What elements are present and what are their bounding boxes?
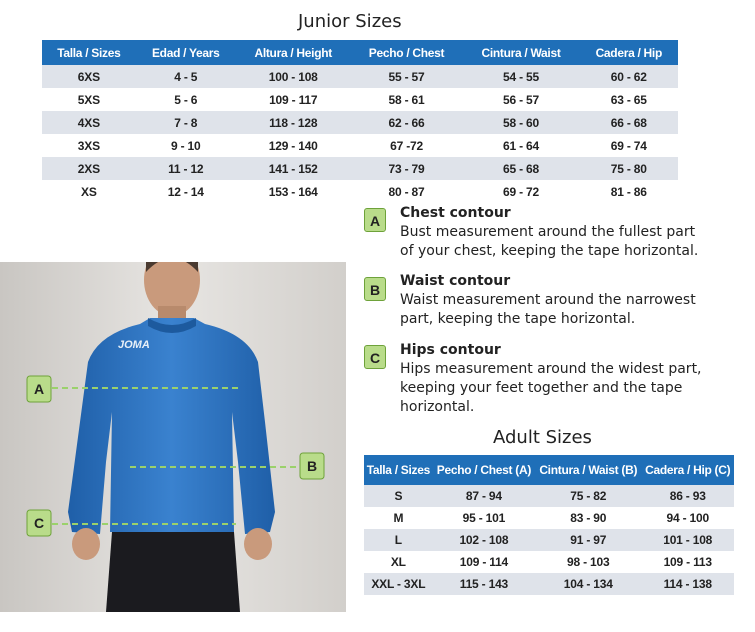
table-cell: 5 - 6 <box>174 92 198 107</box>
table-cell: 115 - 143 <box>433 573 535 595</box>
table-cell: 109 - 114 <box>459 555 509 569</box>
brand-logo: JOMA <box>118 339 150 351</box>
table-cell: 81 - 86 <box>610 184 647 199</box>
hips-contour-description <box>400 341 730 417</box>
table-header-row <box>364 455 734 485</box>
table-cell: 129 - 140 <box>268 138 318 153</box>
measure-badge-c: C <box>364 345 386 369</box>
junior-size-table <box>42 40 678 203</box>
waist-contour-description <box>400 272 730 329</box>
table-cell: 87 - 94 <box>433 485 535 507</box>
table-cell: 86 - 93 <box>641 485 734 507</box>
measure-text-line: horizontal. <box>400 399 475 415</box>
marker-c <box>27 510 51 536</box>
table-cell: 65 - 68 <box>462 157 579 180</box>
table-cell: 58 - 61 <box>388 92 425 107</box>
model-shirt <box>68 318 275 534</box>
table-cell: 95 - 101 <box>462 511 506 525</box>
table-cell: 69 - 72 <box>503 184 539 199</box>
table-row <box>42 88 678 111</box>
table-row <box>364 485 734 507</box>
table-row <box>42 111 678 134</box>
adult-size-table <box>364 455 734 595</box>
table-cell: 66 - 68 <box>580 111 678 134</box>
table-cell: 4XS <box>42 111 136 134</box>
column-header: Talla / Sizes <box>364 455 433 485</box>
table-cell: XXL - 3XL <box>364 573 433 595</box>
column-header: Edad / Years <box>136 40 236 65</box>
table-row <box>42 134 678 157</box>
table-cell: 69 - 74 <box>610 138 647 153</box>
table-cell: 2XS <box>42 157 136 180</box>
table-cell: 75 - 80 <box>580 157 678 180</box>
marker-a <box>27 376 51 402</box>
table-row <box>364 573 734 595</box>
table-cell: 75 - 82 <box>535 485 641 507</box>
measure-title: Hips contour <box>400 342 501 358</box>
marker-b <box>300 453 324 479</box>
svg-text:A: A <box>33 381 45 397</box>
table-cell: 100 - 108 <box>236 65 351 88</box>
table-cell: 83 - 90 <box>570 511 607 525</box>
table-cell: 94 - 100 <box>666 511 709 525</box>
column-header: Cintura / Waist (B) <box>535 455 641 485</box>
table-cell: 102 - 108 <box>433 529 535 551</box>
table-row <box>42 65 678 88</box>
right-hand <box>244 528 272 560</box>
measure-badge-a: A <box>364 208 386 232</box>
table-cell: S <box>364 485 433 507</box>
measure-text-line: part, keeping the tape horizontal. <box>400 311 636 327</box>
table-cell: 12 - 14 <box>167 184 204 199</box>
measure-text-line: keeping your feet together and the tape <box>400 380 683 396</box>
table-cell: 104 - 134 <box>535 573 641 595</box>
adult-sizes-title: Adult Sizes <box>493 427 592 448</box>
column-header: Talla / Sizes <box>42 40 136 65</box>
column-header: Pecho / Chest (A) <box>433 455 535 485</box>
table-cell: 101 - 108 <box>641 529 734 551</box>
model-photo <box>0 262 346 612</box>
table-cell: 7 - 8 <box>136 111 236 134</box>
column-header: Altura / Height <box>236 40 351 65</box>
table-row <box>42 157 678 180</box>
table-row <box>364 507 734 529</box>
table-cell: 73 - 79 <box>351 157 463 180</box>
measure-text-line: of your chest, keeping the tape horizontal. <box>400 243 699 259</box>
measure-badge-b: B <box>364 277 386 301</box>
table-row <box>364 551 734 573</box>
table-cell: 63 - 65 <box>610 92 647 107</box>
table-cell: 54 - 55 <box>462 65 579 88</box>
column-header: Cintura / Waist <box>462 40 579 65</box>
table-cell: 60 - 62 <box>580 65 678 88</box>
column-header: Cadera / Hip (C) <box>641 455 734 485</box>
table-cell: 56 - 57 <box>503 92 539 107</box>
table-cell: 62 - 66 <box>351 111 463 134</box>
table-cell: 109 - 113 <box>663 555 712 569</box>
measure-title: Chest contour <box>400 205 511 221</box>
table-cell: L <box>364 529 433 551</box>
table-cell: 3XS <box>77 138 100 153</box>
table-cell: 67 -72 <box>390 138 423 153</box>
table-cell: 6XS <box>42 65 136 88</box>
table-row <box>364 529 734 551</box>
table-cell: 141 - 152 <box>236 157 351 180</box>
table-cell: 9 - 10 <box>171 138 201 153</box>
table-cell: 5XS <box>77 92 100 107</box>
table-cell: 80 - 87 <box>388 184 425 199</box>
table-cell: 109 - 117 <box>269 92 318 107</box>
table-cell: 91 - 97 <box>535 529 641 551</box>
table-cell: 153 - 164 <box>268 184 318 199</box>
measure-text-line: Hips measurement around the widest part, <box>400 361 702 377</box>
junior-sizes-title: Junior Sizes <box>298 11 402 32</box>
svg-text:C: C <box>33 515 45 531</box>
table-cell: 58 - 60 <box>462 111 579 134</box>
table-cell: M <box>393 511 404 525</box>
left-hand <box>72 528 100 560</box>
table-cell: 11 - 12 <box>136 157 236 180</box>
table-cell: XS <box>81 184 97 199</box>
column-header: Cadera / Hip <box>580 40 678 65</box>
table-cell: 114 - 138 <box>641 573 734 595</box>
table-cell: 4 - 5 <box>136 65 236 88</box>
table-header-row <box>42 40 678 65</box>
measure-title: Waist contour <box>400 273 511 289</box>
table-cell: 61 - 64 <box>503 138 539 153</box>
column-header: Pecho / Chest <box>351 40 463 65</box>
table-cell: XL <box>390 555 406 569</box>
chest-contour-description <box>400 204 730 261</box>
table-cell: 55 - 57 <box>351 65 463 88</box>
table-cell: 98 - 103 <box>567 555 610 569</box>
measure-text-line: Bust measurement around the fullest part <box>400 224 696 240</box>
measure-text-line: Waist measurement around the narrowest <box>400 292 696 308</box>
table-cell: 118 - 128 <box>236 111 351 134</box>
svg-text:B: B <box>306 458 318 474</box>
table-row <box>42 180 678 203</box>
model-pants <box>106 532 240 612</box>
